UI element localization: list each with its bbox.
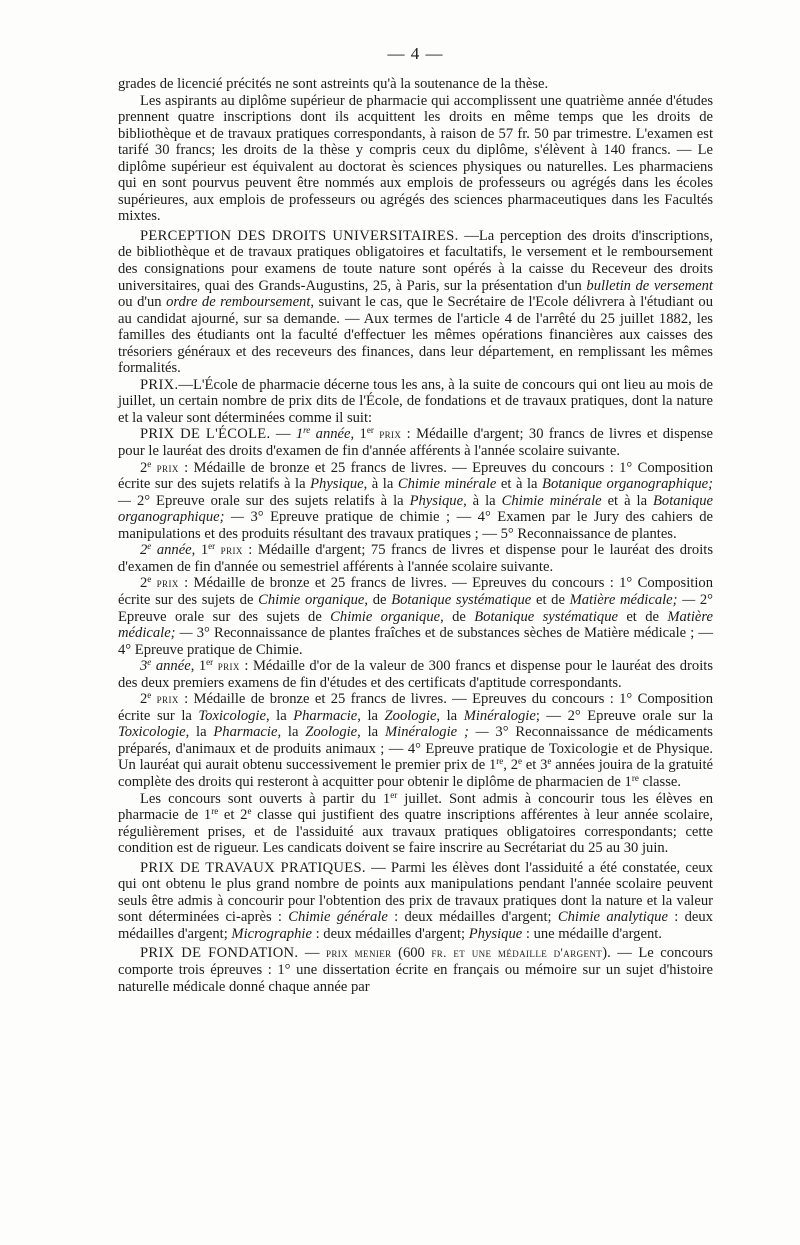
paragraph-prix: PRIX.—L'École de pharmacie décerne tous les ans, à la suite de concours qui ont lieu au mois de juillet, un certain nombre de prix dits de l'École, de fondations et de travaux pratiques, dont la nature et la valeur sont déterminées comme il suit: xyxy=(118,376,713,426)
paragraph-prix-ecole-1re-annee: PRIX DE L'ÉCOLE. — 1re année, 1er prix : Médaille d'argent; 30 francs de livres et dispense pour le lauréat des droits d'examen de fin d'année afférents à l'année scolaire suivante. xyxy=(118,425,714,460)
paragraph-continuation: grades de licencié précités ne sont astreints qu'à la soutenance de la thèse. xyxy=(118,76,549,92)
paragraph-2e-annee-2e-prix: 2e prix : Médaille de bronze et 25 francs de livres. — Epreuves du concours : 1° Composition écrite sur des sujets de Chimie organique, de Botanique systématique et de Matière médicale; — 2° Epreuve orale sur des sujets de Chimie organique, de Botanique systématique et de Matière médicale; — 3° Reconnaissance de plantes fraîches et de substances sèches de Matière médicale ; — 4° Epreuve pratique de Chimie. xyxy=(118,574,713,658)
paragraph-perception-droits: PERCEPTION DES DROITS UNIVERSITAIRES. —La perception des droits d'inscriptions, de bibliothèque et de travaux pratiques obligatoires et facultatifs, le versement et le remboursement des consignations pour examens de toute nature sont opérés à la caisse du Receveur des droits universitaires, quai des Grands-Augustins, 25, à Paris, sur la présentation d'un bulletin de versement ou d'un ordre de remboursement, suivant le cas, que le Secrétaire de l'Ecole délivrera à l'étudiant ou au candidat ajourné, sur sa demande. — Aux termes de l'article 4 de l'arrêté du 25 juillet 1882, les familles des étudiants ont la faculté d'effectuer les mêmes opérations financières aux caisses des trésoriers généraux et des receveurs des finances, dans leur département, en remplissant les mêmes formalités. xyxy=(118,227,713,377)
section-heading: PRIX DE FONDATION. xyxy=(140,945,299,962)
paragraph-prix-travaux-pratiques: PRIX DE TRAVAUX PRATIQUES. — Parmi les élèves dont l'assiduité a été constatée, ceux qui ont obtenu le plus grand nombre de points aux manipulations pendant l'année scolaire peuvent seuls être admis à concourir pour l'obtention des prix de travaux pratiques dont la nature et la valeur sont déterminées ci-après : Chimie générale : deux médailles d'argent; Chimie analytique : deux médailles d'argent; Micrographie : deux médailles d'argent; Physique : une médaille d'argent. xyxy=(118,859,713,942)
section-heading: PRIX. xyxy=(140,376,179,393)
section-heading: PERCEPTION DES DROITS UNIVERSITAIRES. xyxy=(140,227,459,244)
paragraph-prix-fondation: PRIX DE FONDATION. — prix menier (600 fr. et une médaille d'argent). — Le concours comporte trois épreuves : 1° une dissertation écrite en français ou mémoire sur un sujet d'histoire naturelle médicale donné chaque année par xyxy=(118,945,713,995)
paragraph-concours-dates: Les concours sont ouverts à partir du 1er juillet. Sont admis à concourir tous les élèves en pharmacie de 1re et 2e classe qui justifient des quatre inscriptions afférentes à leur année scolaire, régulièrement prises, et de l'assiduité aux travaux pratiques obligatoires correspondants; cette condition est de rigueur. Les candicats doivent se faire inscrire au Secrétariat du 25 au 30 juin. xyxy=(118,789,713,857)
section-heading: PRIX DE TRAVAUX PRATIQUES. xyxy=(140,859,366,876)
paragraph-2e-annee-1er-prix: 2e année, 1er prix : Médaille d'argent; 75 francs de livres et dispense pour le lauréat des droits d'examen de fin d'année ou semestriel afférents à l'année scolaire suivante. xyxy=(118,541,714,575)
paragraph-3e-annee-1er-prix: 3e année, 1er prix : Médaille d'or de la valeur de 300 francs et dispense pour le lauréat des droits des deux premiers examens de fin d'études et des certificats d'aptitude correspondants. xyxy=(118,657,713,691)
section-heading: PRIX DE L'ÉCOLE. xyxy=(140,426,271,443)
paragraph-3e-annee-2e-prix: 2e prix : Médaille de bronze et 25 francs de livres. — Epreuves du concours : 1° Composition écrite sur la Toxicologie, la Pharmacie, la Zoologie, la Minéralogie; — 2° Epreuve orale sur la Toxicologie, la Pharmacie, la Zoologie, la Minéralogie ; — 3° Reconnaissance de médicaments préparés, d'animaux et de produits animaux ; — 4° Epreuve pratique de Toxicologie et de Physique. Un lauréat qui aurait obtenu successivement le premier prix de 1re, 2e et 3e années jouira de la gratuité complète des droits qui resteront à acquitter pour obtenir le diplôme de pharmacien de 1re classe. xyxy=(118,690,714,790)
paragraph-1re-annee-2e-prix: 2e prix : Médaille de bronze et 25 francs de livres. — Epreuves du concours : 1° Composition écrite sur des sujets relatifs à la Physique, à la Chimie minérale et à la Botanique organographique; — 2° Epreuve orale sur des sujets relatifs à la Physique, à la Chimie minérale et à la Botanique organographique; — 3° Epreuve pratique de chimie ; — 4° Examen par le Jury des cahiers de manipulations et des produits résultant des travaux pratiques ; — 5° Reconnaissance de plantes. xyxy=(118,458,714,542)
paragraph-diplome-superieur: Les aspirants au diplôme supérieur de pharmacie qui accomplissent une quatrième année d'études prennent quatre inscriptions dont ils acquittent les droits en même temps que les droits de bibliothèque et de travaux pratiques correspondants, à raison de 57 fr. 50 par trimestre. L'examen est tarifé 30 francs; les droits de la thèse y compris ceux du diplôme, s'élèvent à 140 francs. — Le diplôme supérieur est équivalent au doctorat ès sciences physiques ou naturelles. Les pharmaciens qui en sont pourvus peuvent être nommés aux emplois de professeurs ou agrégés dans les écoles supérieures, aux emplois de professeurs ou agrégés des sciences pharmaceutiques dans les Facultés mixtes. xyxy=(118,92,713,225)
page-number: — 4 — xyxy=(387,44,444,63)
